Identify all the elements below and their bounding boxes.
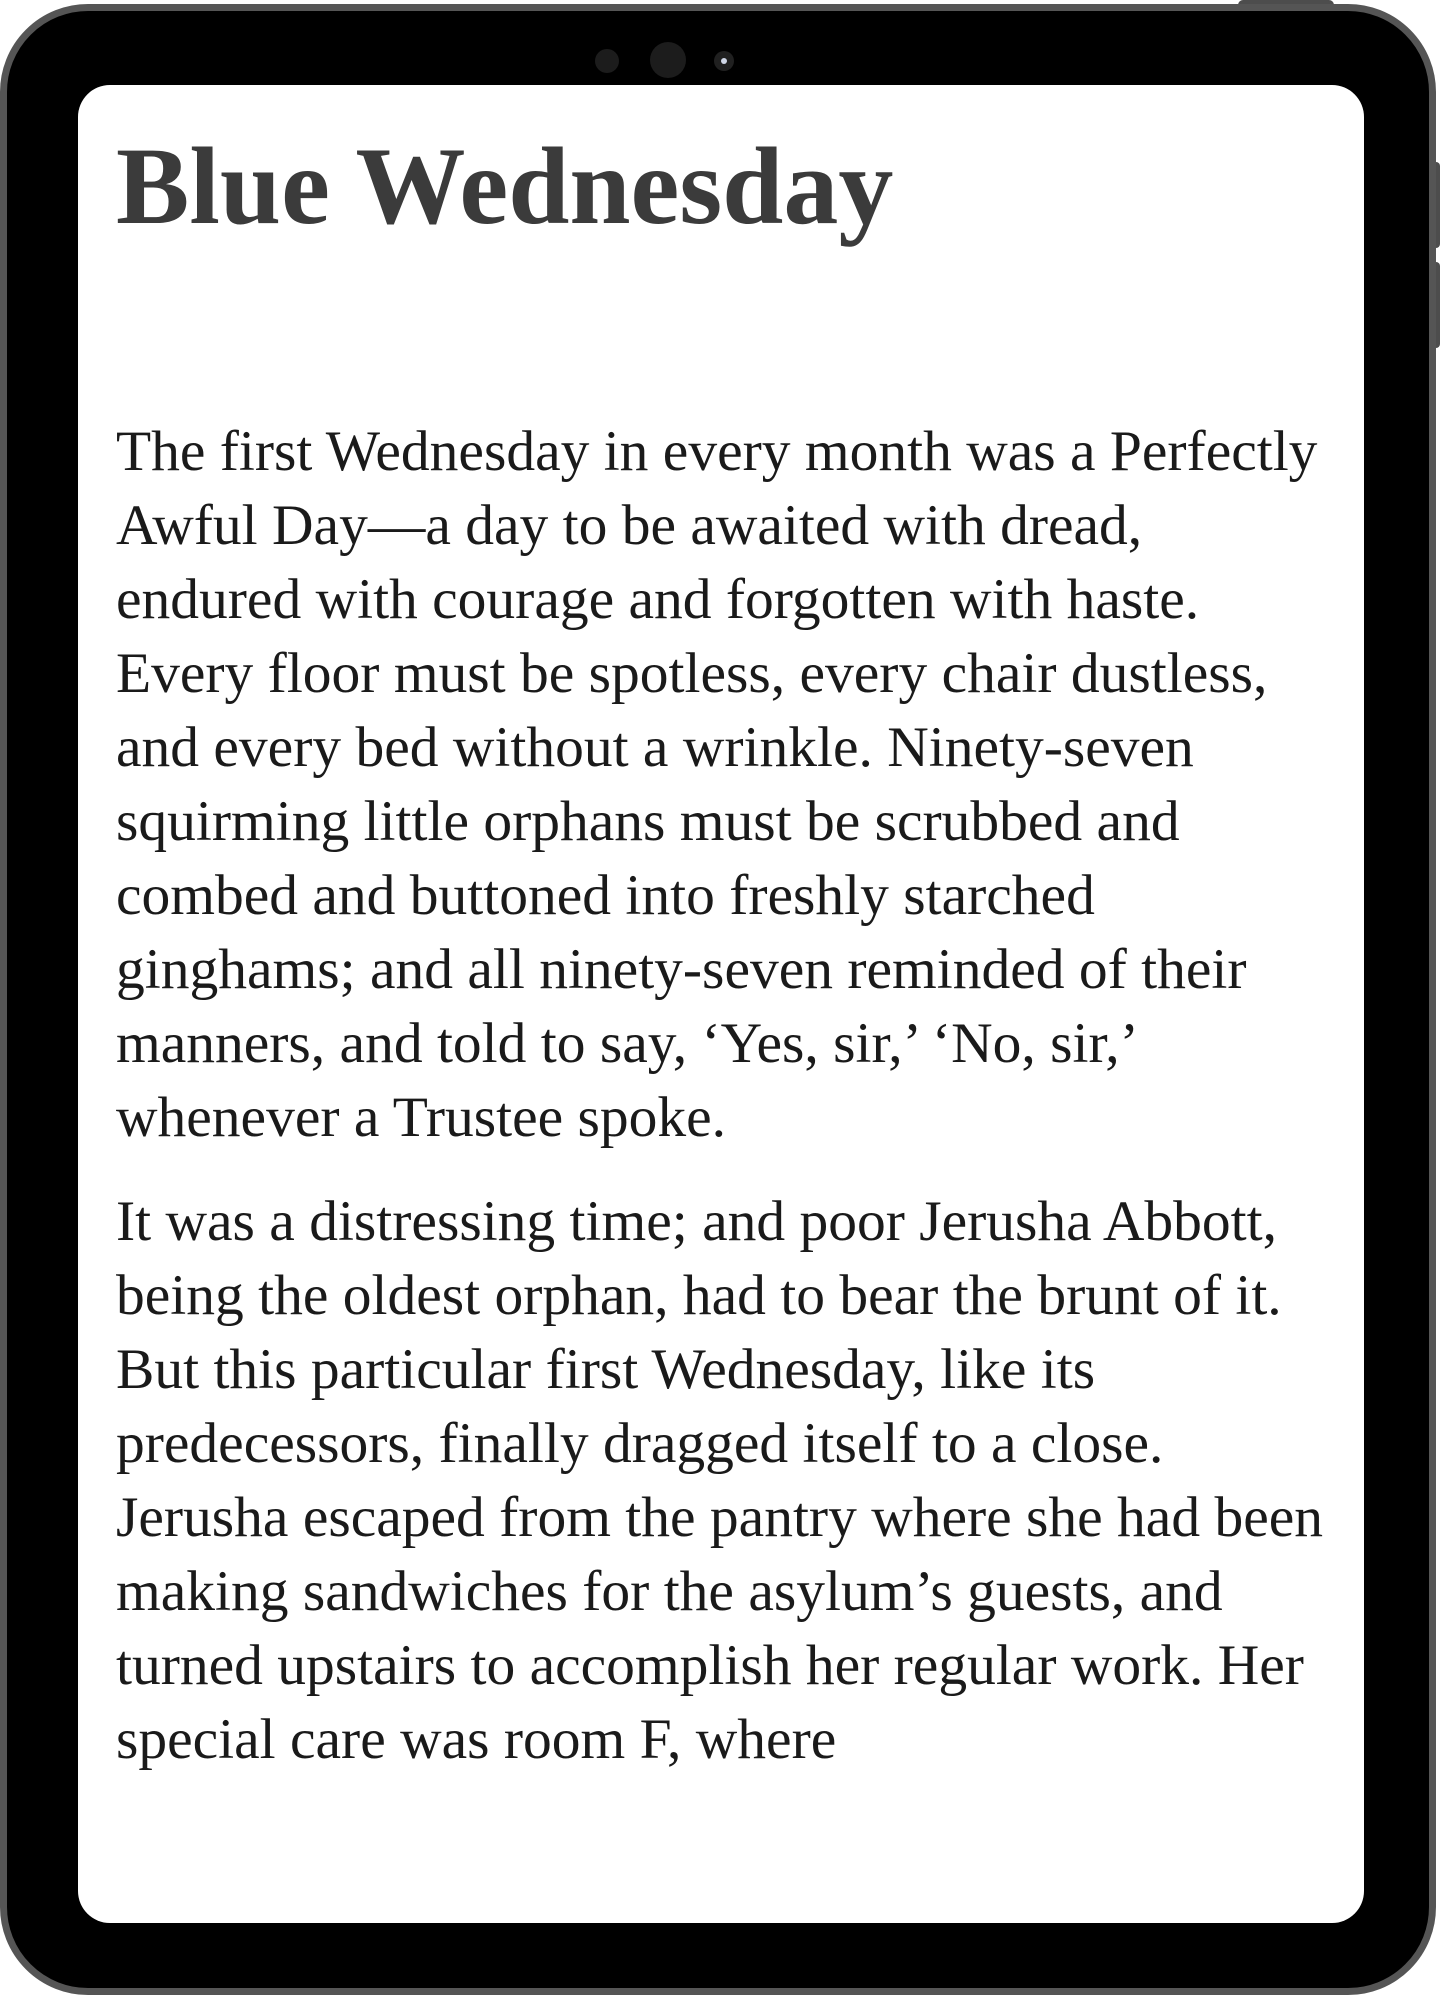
chapter-title: Blue Wednesday bbox=[116, 125, 894, 247]
reader-content[interactable] bbox=[78, 85, 1364, 1777]
camera-bar bbox=[7, 41, 1429, 81]
tablet-screen[interactable] bbox=[78, 85, 1364, 1923]
lens-icon bbox=[714, 51, 734, 71]
camera-icon bbox=[650, 42, 686, 78]
paragraph: It was a distressing time; and poor Jerusha Abbott, being the oldest orphan, had to bear the brunt of it. But this particular first Wednesday, like its predecessors, finally dragged itself to a close. Jerusha escaped from the pantry where she had been making sandwiches for the asylum’s guests, and turned upstairs to accomplish her regular work. Her special care was room F, where bbox=[116, 1190, 1323, 1771]
tablet-frame bbox=[0, 4, 1436, 1995]
paragraph: The first Wednesday in every month was a Perfectly Awful Day—a day to be awaited with dread, endured with courage and forgotten with haste. Every floor must be spotless, every chair dustless, and every bed without a wrinkle. Ninety-seven squirming little orphans must be scrubbed and combed and buttoned into freshly starched ginghams; and all ninety-seven reminded of their manners, and told to say, ‘Yes, sir,’ ‘No, sir,’ whenever a Trustee spoke. bbox=[116, 420, 1318, 1149]
sensor-icon bbox=[595, 49, 619, 73]
